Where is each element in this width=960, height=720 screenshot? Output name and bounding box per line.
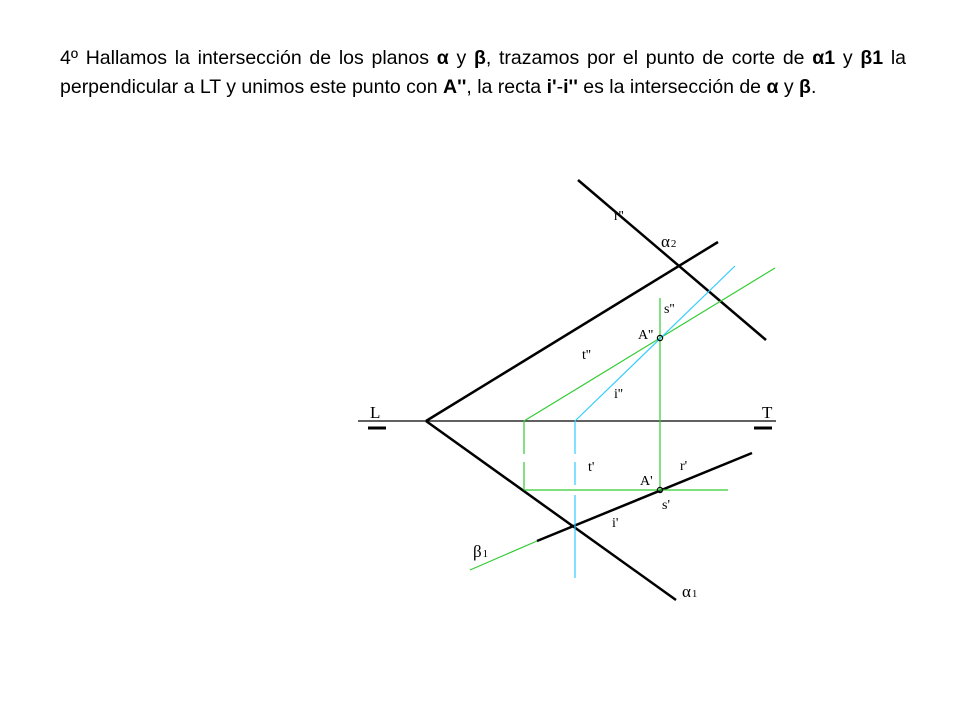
label-i1: i' — [612, 516, 619, 531]
caption-text: y — [448, 47, 474, 69]
caption-bold: A'' — [443, 76, 467, 98]
caption-bold: α — [436, 47, 449, 69]
label-r2: r'' — [614, 209, 624, 224]
caption-text: y — [778, 76, 800, 98]
caption-text: , la recta — [466, 76, 547, 98]
label-s1: s' — [662, 498, 670, 513]
label-l: L — [370, 403, 381, 422]
beta1-trace — [537, 453, 752, 541]
i2-line — [575, 266, 735, 421]
caption-text: - — [556, 76, 564, 98]
caption-bold: α1 — [812, 47, 836, 69]
alpha2-trace — [426, 242, 718, 421]
caption-bold: β — [473, 47, 486, 69]
caption-bold: α — [766, 76, 779, 98]
label-a2: A'' — [638, 328, 654, 343]
label-s2: s'' — [664, 302, 675, 317]
label-r1: r' — [680, 459, 688, 474]
label-t2: t'' — [582, 348, 591, 363]
caption-bold: i'' — [563, 76, 578, 98]
label-beta1: β1 — [473, 542, 489, 561]
t2-line — [524, 268, 775, 421]
caption-text: , trazamos por el punto de corte de — [485, 47, 813, 69]
caption-bold: β — [799, 76, 811, 98]
caption-text: . — [810, 76, 817, 98]
label-t: T — [762, 403, 773, 422]
caption-text: y — [835, 47, 861, 69]
label-a1: A' — [640, 474, 653, 489]
label-alpha2: α2 — [661, 232, 677, 251]
label-t1: t' — [588, 460, 595, 475]
label-i2: i'' — [614, 387, 623, 402]
caption-bold: β1 — [860, 47, 884, 69]
caption-text: 4º Hallamos la intersección de los planos — [60, 47, 437, 69]
label-alpha1: α1 — [682, 582, 698, 601]
caption-text: la perpendicular a LT y unimos este punto con — [60, 47, 906, 98]
alpha1-trace — [426, 421, 676, 600]
caption-bold: i' — [546, 76, 557, 98]
caption-text: es la intersección de — [577, 76, 767, 98]
